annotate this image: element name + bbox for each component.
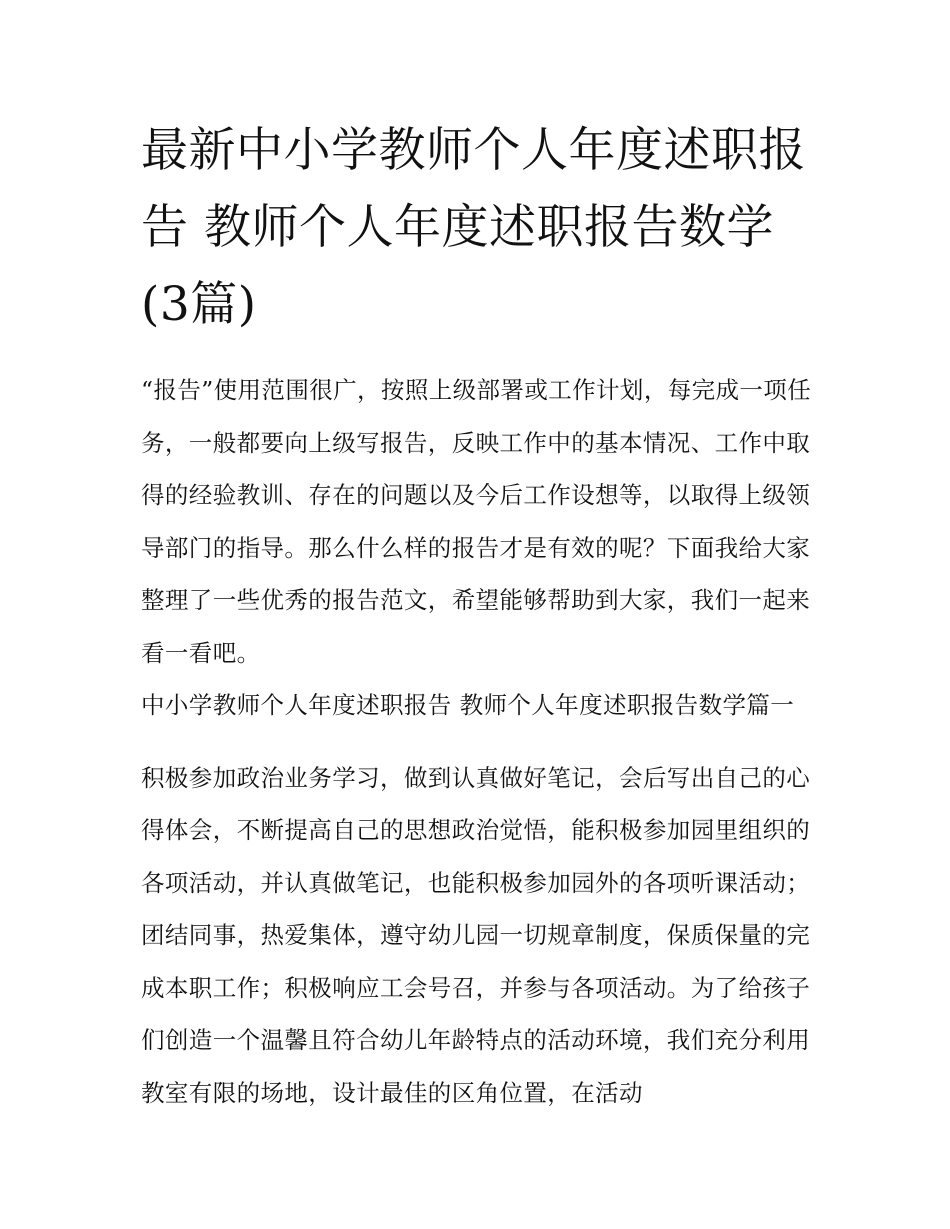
intro-paragraph: “报告”使用范围很广，按照上级部署或工作计划，每完成一项任务，一般都要向上级写报告，反映工作中的基本情况、工作中取得的经验教训、存在的问题以及今后工作设想等，以取得上级领导部门的指导。那么什么样的报告才是有效的呢？下面我给大家整理了一些优秀的报告范文，希望能够帮助到大家，我们一起来看一看吧。	[141, 376, 812, 667]
body-paragraph: 积极参加政治业务学习，做到认真做好笔记，会后写出自己的心得体会，不断提高自己的思想政治觉悟，能积极参加园里组织的各项活动，并认真做笔记，也能积极参加园外的各项听课活动；团结同事，热爱集体，遵守幼儿园一切规章制度，保质保量的完成本职工作；积极响应工会号召，并参与各项活动。为了给孩子们创造一个温馨且符合幼儿年龄特点的活动环境，我们充分利用教室有限的场地，设计最佳的区角位置，在活动	[141, 763, 811, 1107]
document-title: 最新中小学教师个人年度述职报告 教师个人年度述职报告数学(3篇)	[141, 123, 806, 332]
section-heading: 中小学教师个人年度述职报告 教师个人年度述职报告数学篇一	[141, 691, 795, 719]
